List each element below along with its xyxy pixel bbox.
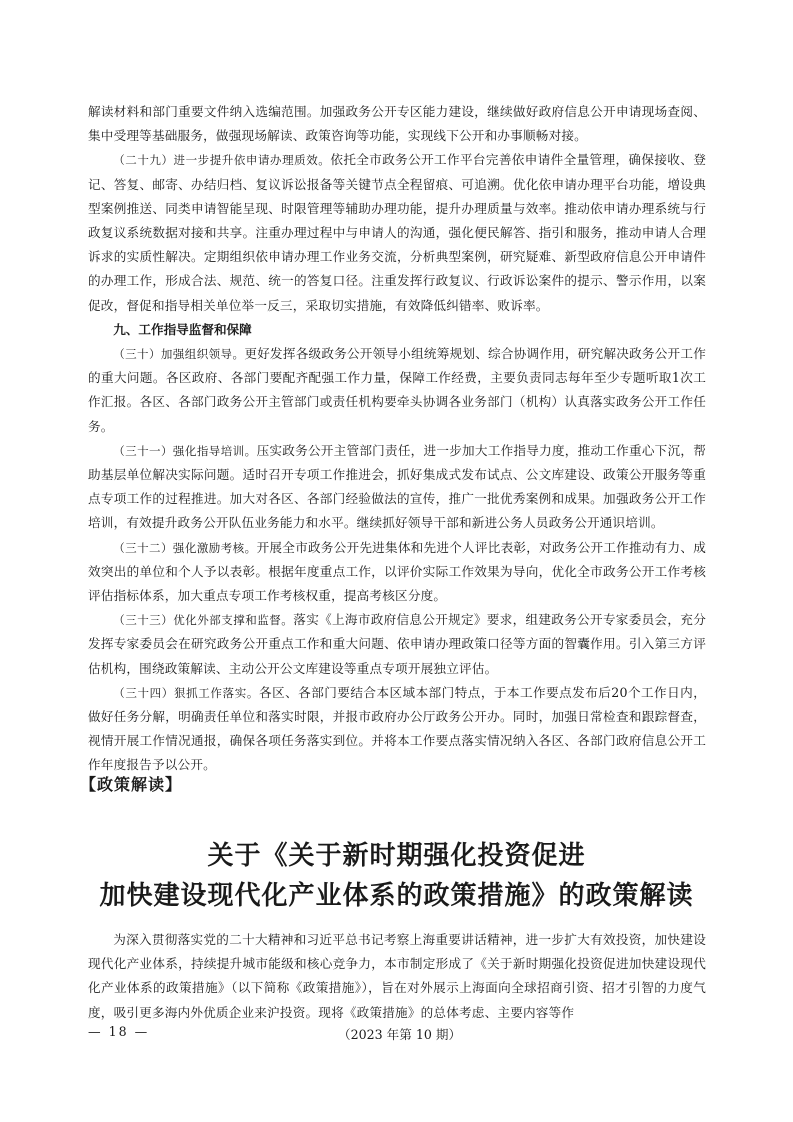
item-lead: （三十）加强组织领导。: [113, 347, 245, 362]
page-footer: [88, 1024, 706, 1044]
page-number: — 18 —: [88, 1024, 150, 1039]
item-lead: （三十一）强化指导培训。: [113, 443, 257, 458]
article-title: [60, 836, 733, 916]
paragraph-item-33: （三十三）优化外部支撑和监督。落实《上海市政府信息公开规定》要求，组建政务公开专家委员会，充分发挥专家委员会在研究政务公开重点工作和重大问题、依申请办理政策口径等方面的智囊作用。引入第三方评估机构，围绕政策解读、主动公开公文库建设等重点专项开展独立评估。: [88, 612, 707, 676]
paragraph-item-34: （三十四）狠抓工作落实。各区、各部门要结合本区域本部门特点，于本工作要点发布后20个工作日内，做好任务分解，明确责任单位和落实时限，并报市政府办公厅政务公开办。同时，加强日常检查和跟踪督查，视情开展工作情况通报，确保各项任务落实到位。并将本工作要点落实情况纳入各区、各部门政府信息公开工作年度报告予以公开。: [88, 684, 706, 773]
paragraph-item-31: （三十一）强化指导培训。压实政务公开主管部门责任，进一步加大工作指导力度，推动工作重心下沉，帮助基层单位解决实际问题。适时召开专项工作推进会，抓好集成式发布试点、公文库建设、政策公开服务等重点专项工作的过程推进。加大对各区、各部门经验做法的宣传，推广一批优秀案例和成果。加强政务公开工作培训，有效提升政务公开队伍业务能力和水平。继续抓好领导干部和新进公务人员政务公开通识培训。: [88, 442, 706, 531]
item-lead: （三十二）强化激励考核。: [113, 540, 257, 555]
policy-interpretation-heading: 【政策解读】: [80, 775, 183, 794]
interpretation-paragraph: 为深入贯彻落实党的二十大精神和习近平总书记考察上海重要讲话精神，进一步扩大有效投资，加快建设现代化产业体系，持续提升城市能级和核心竞争力，本市制定形成了《关于新时期强化投资促进加快建设现代化产业体系的政策措施》（以下简称《政策措施》），旨在对外展示上海面向全球招商引资、招才引智的力度气度，吸引更多海内外优质企业来沪投资。现将《政策措施》的总体考虑、主要内容等作: [88, 932, 706, 1020]
item-lead: （三十三）优化外部支撑和监督。: [113, 613, 294, 628]
paragraph-item-32: （三十二）强化激励考核。开展全市政务公开先进集体和先进个人评比表彰，对政务公开工作推动有力、成效突出的单位和个人予以表彰。根据年度重点工作，以评价实际工作效果为导向，优化全市政务公开工作考核评估指标体系，加大重点专项工作考核权重，提高考核区分度。: [88, 539, 706, 604]
item-lead: （三十四）狠抓工作落实。: [113, 685, 260, 700]
title-line-1: 关于《关于新时期强化投资促进: [207, 841, 586, 871]
issue-label: （2023 年第 10 期）: [338, 1027, 462, 1042]
section-heading: 九、工作指导监督和保障: [113, 321, 252, 337]
body-text: [88, 100, 706, 778]
item-lead: （二十九）进一步提升依申请办理质效。: [113, 153, 331, 168]
paragraph-item-30: （三十）加强组织领导。更好发挥各级政务公开领导小组统筹规划、综合协调作用，研究解决政务公开工作的重大问题。各区政府、各部门要配齐配强工作力量，保障工作经费，主要负责同志每年至少专题听取1次工作汇报。各区、各部门政务公开主管部门或责任机构要牵头协调各业务部门（机构）认真落实政务公开工作任务。: [88, 346, 706, 434]
paragraph-continuation: 解读材料和部门重要文件纳入选编范围。加强政务公开专区能力建设，继续做好政府信息公开申请现场查阅、集中受理等基础服务，做强现场解读、政策咨询等功能，实现线下公开和办事顺畅对接。: [88, 104, 706, 144]
paragraph-item-29: （二十九）进一步提升依申请办理质效。依托全市政务公开工作平台完善依申请件全量管理，确保接收、登记、答复、邮寄、办结归档、复议诉讼报备等关键节点全程留痕、可追溯。优化依申请办理平台功能，增设典型案例推送、同类申请智能呈现、时限管理等辅助办理功能，提升办理质量与效率。推动依申请办理系统与行政复议系统数据对接和共享。注重办理过程中与申请人的沟通，强化便民解答、指引和服务，推动申请人合理诉求的实质性解决。定期组织依申请办理工作业务交流，分析典型案例，研究疑难、新型政府信息公开申请件的办理工作，形成合法、规范、统一的答复口径。注重发挥行政复议、行政诉讼案件的提示、警示作用，以案促改，督促和指导相关单位举一反三，采取切实措施，有效降低纠错率、败诉率。: [88, 152, 706, 313]
title-line-2: 加快建设现代化产业体系的政策措施》的政策解读: [99, 881, 694, 911]
interpretation-body: [88, 928, 706, 1025]
